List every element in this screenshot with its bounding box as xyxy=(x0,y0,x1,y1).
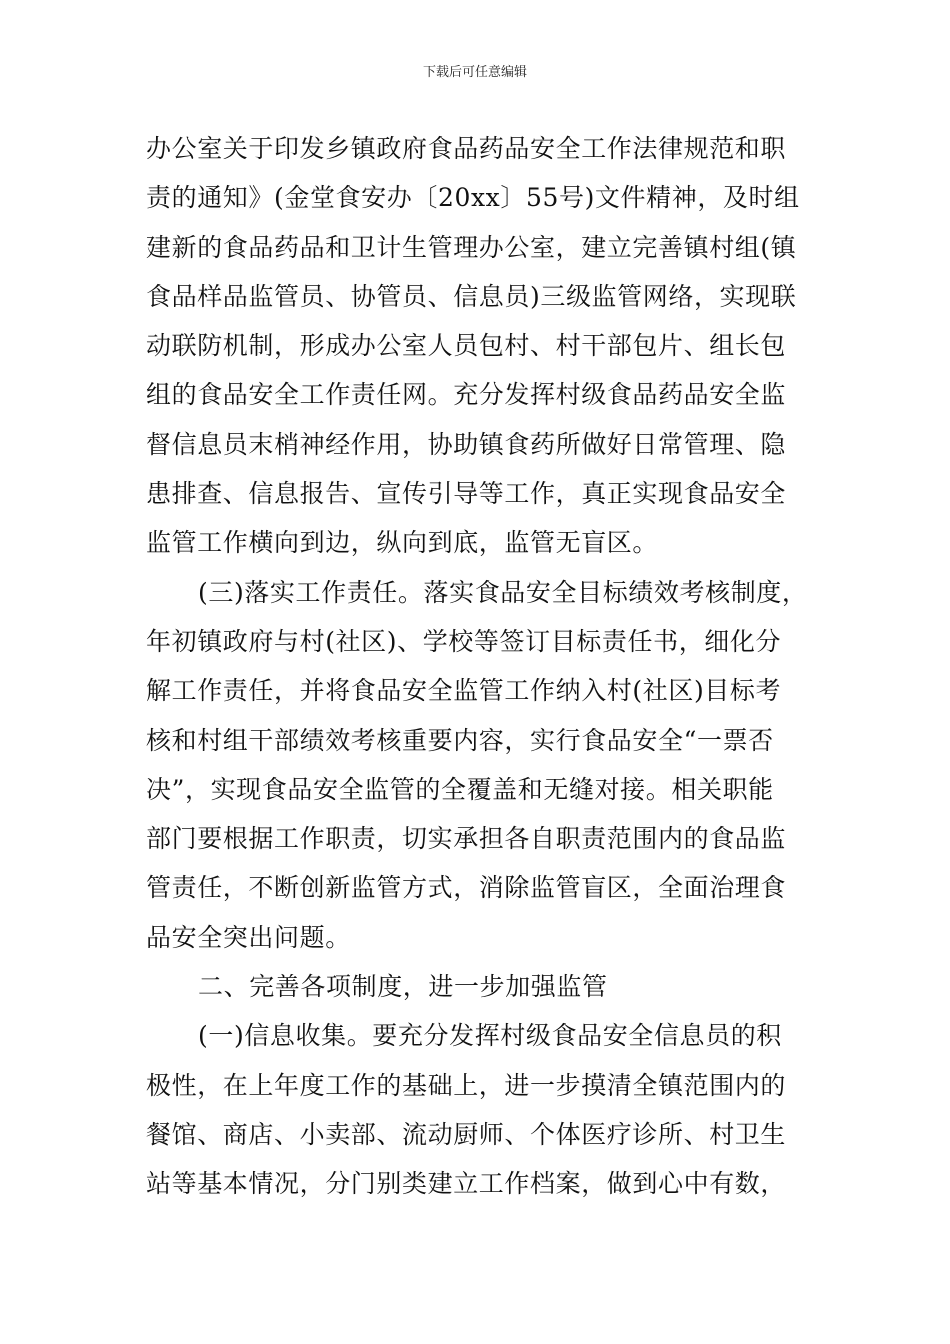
text-line: 核和村组干部绩效考核重要内容，实行食品安全“一票否 xyxy=(146,725,774,755)
document-body xyxy=(146,124,818,1209)
text-line: 组的食品安全工作责任网。充分发挥村级食品药品安全监 xyxy=(146,380,787,410)
text-line: 极性，在上年度工作的基础上，进一步摸清全镇范围内的 xyxy=(146,1070,787,1100)
paragraph-start-line: (三)落实工作责任。落实食品安全目标绩效考核制度， xyxy=(198,577,808,607)
section-heading: 二、完善各项制度，进一步加强监管 xyxy=(198,972,608,1002)
paragraph-start-line: (一)信息收集。要充分发挥村级食品安全信息员的积 xyxy=(198,1021,782,1051)
text-line: 建新的食品药品和卫计生管理办公室，建立完善镇村组(镇 xyxy=(146,232,797,262)
text-line: 年初镇政府与村(社区)、学校等签订目标责任书，细化分 xyxy=(146,626,782,656)
text-line: 动联防机制，形成办公室人员包村、村干部包片、组长包 xyxy=(146,331,787,361)
text-line: 解工作责任，并将食品安全监管工作纳入村(社区)目标考 xyxy=(146,676,782,706)
text-line: 管责任，不断创新监管方式，消除监管盲区，全面治理食 xyxy=(146,873,787,903)
text-line: 决”，实现食品安全监管的全覆盖和无缝对接。相关职能 xyxy=(146,774,774,804)
text-line: 监管工作横向到边，纵向到底，监管无盲区。 xyxy=(146,528,659,558)
text-line: 患排查、信息报告、宣传引导等工作，真正实现食品安全 xyxy=(146,479,787,509)
text-line: 品安全突出问题。 xyxy=(146,922,351,952)
text-line: 办公室关于印发乡镇政府食品药品安全工作法律规范和职 xyxy=(146,134,787,163)
page-header: 下载后可任意编辑 xyxy=(422,65,527,80)
text-line: 餐馆、商店、小卖部、流动厨师、个体医疗诊所、村卫生 xyxy=(146,1119,787,1149)
text-line: 食品样品监管员、协管员、信息员)三级监管网络，实现联 xyxy=(146,281,797,311)
text-line: 站等基本情况，分门别类建立工作档案，做到心中有数， xyxy=(146,1169,787,1199)
text-line: 部门要根据工作职责，切实承担各自职责范围内的食品监 xyxy=(146,824,787,854)
text-line: 责的通知》(金堂食安办〔20xx〕55号)文件精神，及时组 xyxy=(146,183,800,213)
text-line: 督信息员末梢神经作用，协助镇食药所做好日常管理、隐 xyxy=(146,429,787,459)
